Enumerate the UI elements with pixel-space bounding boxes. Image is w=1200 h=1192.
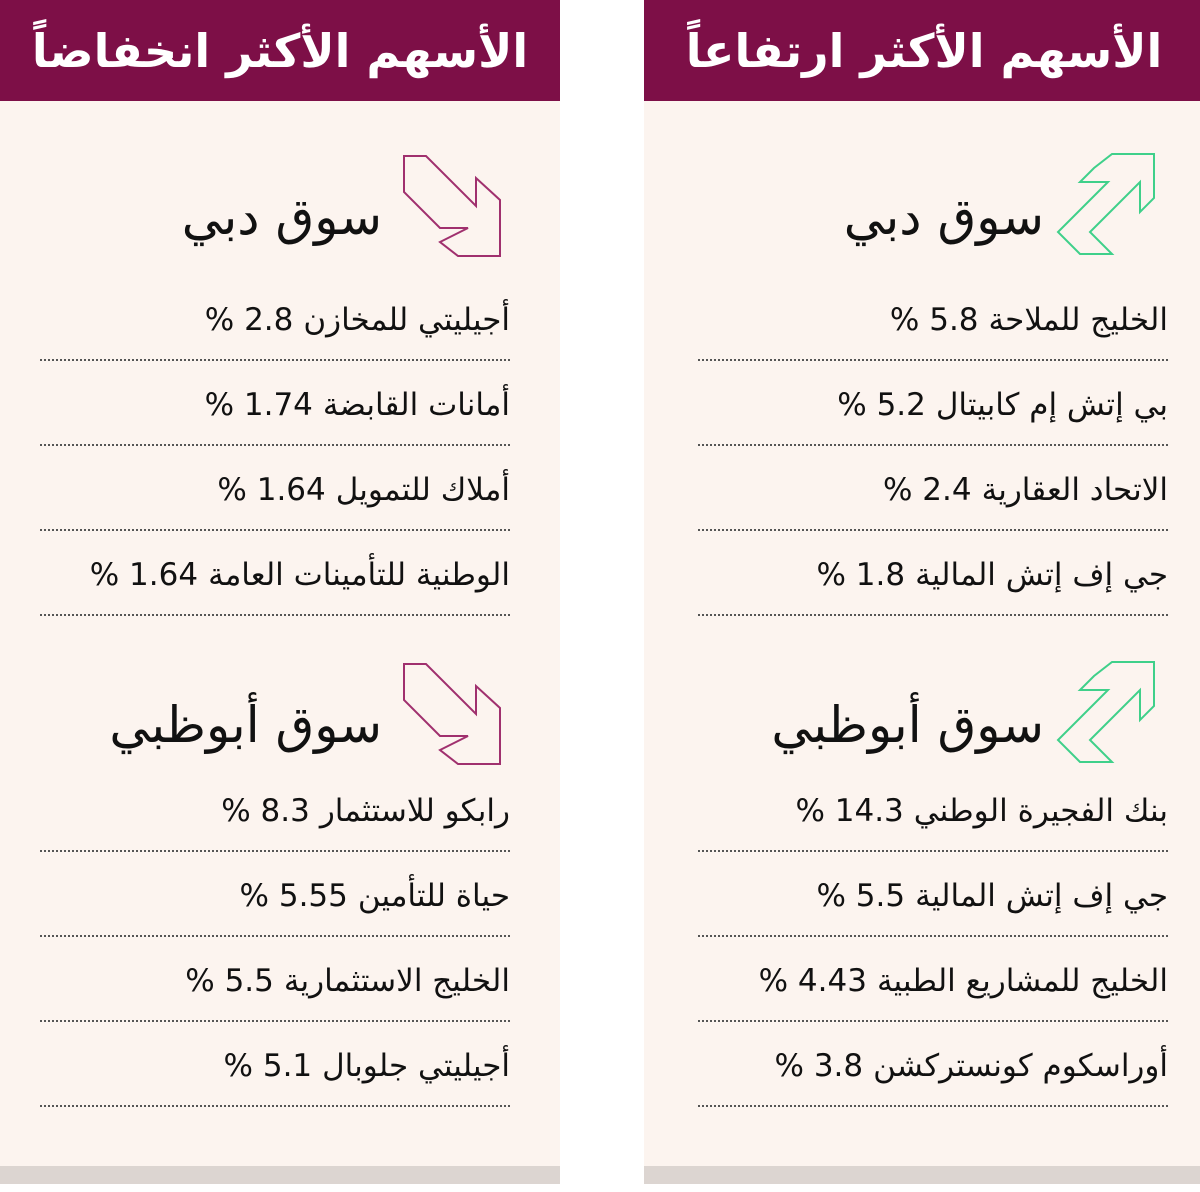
stock-name: أوراسكوم كونستركشن [873, 1048, 1168, 1084]
gainers-panel-title: الأسهم الأكثر ارتفاعاً [644, 0, 1200, 101]
stock-change: 5.8 % [889, 302, 979, 338]
stock-row [40, 281, 510, 361]
stock-change: 8.3 % [221, 793, 310, 829]
stock-change: 5.55 % [239, 878, 348, 914]
market-title-abudhabi: سوق أبوظبي [109, 696, 382, 754]
stock-change: 2.8 % [204, 302, 294, 338]
stock-row [40, 942, 510, 1022]
stock-name: بي إتش إم كابيتال [935, 387, 1168, 423]
stock-name: جي إف إتش المالية [915, 878, 1168, 914]
stock-change: 1.8 % [816, 557, 906, 593]
stock-name: أملاك للتمويل [335, 472, 510, 508]
stock-row [40, 451, 510, 531]
stock-row [40, 1027, 510, 1107]
stock-name: الخليج للمشاريع الطبية [876, 963, 1168, 999]
stock-change: 1.64 % [217, 472, 326, 508]
stock-name: الخليج الاستثمارية [283, 963, 510, 999]
losers-panel-title: الأسهم الأكثر انخفاضاً [0, 0, 560, 101]
stock-row [698, 281, 1168, 361]
stock-change: 5.5 % [816, 878, 906, 914]
stock-row [698, 857, 1168, 937]
stock-row [698, 451, 1168, 531]
market-title-dubai: سوق دبي [843, 188, 1044, 246]
stock-change: 2.4 % [882, 472, 972, 508]
stock-name: بنك الفجيرة الوطني [913, 793, 1168, 829]
gainers-panel [644, 0, 1200, 1184]
stock-row [698, 1027, 1168, 1107]
arrow-up-right-icon [1056, 660, 1156, 764]
arrow-down-right-icon [402, 154, 502, 258]
stock-change: 5.5 % [185, 963, 274, 999]
stock-name: رابكو للاستثمار [319, 793, 510, 829]
stock-row [40, 536, 510, 616]
losers-panel [0, 0, 560, 1184]
stock-row [40, 857, 510, 937]
stock-row [40, 772, 510, 852]
stock-name: حياة للتأمين [357, 878, 510, 914]
stock-name: الوطنية للتأمينات العامة [208, 557, 510, 593]
stock-change: 1.74 % [204, 387, 313, 423]
stock-row [698, 366, 1168, 446]
stock-name: الاتحاد العقارية [981, 472, 1168, 508]
stock-name: جي إف إتش المالية [915, 557, 1168, 593]
stock-row [698, 942, 1168, 1022]
stock-change: 5.1 % [223, 1048, 313, 1084]
stock-name: أجيليتي جلوبال [322, 1048, 510, 1084]
panel-footer-bar [644, 1166, 1200, 1184]
stock-row [698, 772, 1168, 852]
stock-row [40, 366, 510, 446]
stock-row [698, 536, 1168, 616]
stock-name: أجيليتي للمخازن [303, 302, 510, 338]
arrow-up-right-icon [1056, 152, 1156, 256]
stock-name: الخليج للملاحة [988, 302, 1168, 338]
stock-change: 1.64 % [89, 557, 199, 593]
stock-change: 5.2 % [837, 387, 926, 423]
arrow-down-right-icon [402, 662, 502, 766]
market-title-dubai: سوق دبي [181, 188, 382, 246]
stock-change: 3.8 % [774, 1048, 864, 1084]
stock-change: 14.3 % [795, 793, 904, 829]
stock-name: أمانات القابضة [322, 387, 510, 423]
stock-change: 4.43 % [758, 963, 867, 999]
panel-footer-bar [0, 1166, 560, 1184]
market-title-abudhabi: سوق أبوظبي [771, 696, 1044, 754]
